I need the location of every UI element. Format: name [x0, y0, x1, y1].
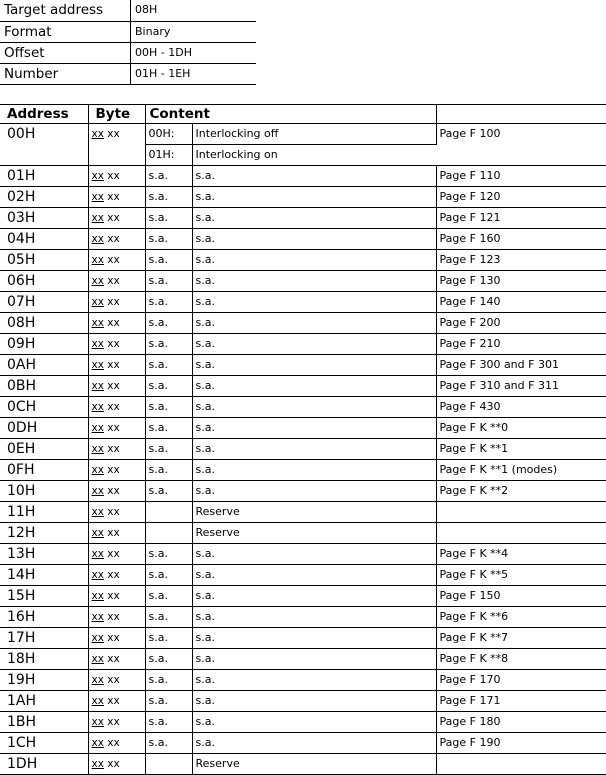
page-ref-cell: Page F 123 — [436, 250, 606, 271]
byte-cell — [88, 334, 145, 355]
byte-rest: xx — [103, 191, 120, 203]
address-cell: 06H — [0, 271, 88, 292]
sub-code-cell: s.a. — [145, 418, 192, 439]
address-cell: 18H — [0, 649, 88, 670]
sub-code-cell: s.a. — [145, 481, 192, 502]
byte-underlined: xx — [91, 653, 104, 665]
page-ref-cell: Page F 210 — [436, 334, 606, 355]
summary-row — [0, 43, 256, 64]
byte-underlined: xx — [91, 380, 104, 392]
summary-key: Number — [0, 64, 131, 85]
sub-code-cell: 00H: — [145, 124, 192, 145]
sub-code-cell: s.a. — [145, 208, 192, 229]
byte-rest: xx — [103, 170, 120, 182]
address-cell: 11H — [0, 502, 88, 523]
byte-underlined: xx — [91, 317, 104, 329]
byte-cell — [88, 460, 145, 481]
byte-rest: xx — [103, 548, 120, 560]
byte-rest: xx — [103, 506, 120, 518]
byte-cell — [88, 565, 145, 586]
sub-code-cell: s.a. — [145, 712, 192, 733]
table-row — [0, 313, 606, 334]
table-row — [0, 607, 606, 628]
header-content: Content — [145, 105, 436, 124]
sub-code-cell: s.a. — [145, 397, 192, 418]
page-ref-cell: Page F 100 — [436, 124, 606, 166]
page-ref-cell — [436, 502, 606, 523]
header-byte: Byte — [88, 105, 145, 124]
byte-rest: xx — [103, 233, 120, 245]
summary-row — [0, 22, 256, 43]
byte-cell — [88, 313, 145, 334]
byte-rest: xx — [103, 401, 120, 413]
header-address: Address — [0, 105, 88, 124]
table-row — [0, 355, 606, 376]
byte-rest: xx — [103, 275, 120, 287]
summary-row — [0, 0, 256, 22]
byte-cell — [88, 628, 145, 649]
byte-rest: xx — [103, 464, 120, 476]
description-cell: Reserve — [192, 523, 436, 544]
summary-value: Binary — [131, 22, 257, 43]
description-cell: s.a. — [192, 544, 436, 565]
byte-underlined: xx — [91, 296, 104, 308]
byte-rest: xx — [103, 569, 120, 581]
table-row — [0, 628, 606, 649]
sub-code-cell: s.a. — [145, 544, 192, 565]
description-cell: s.a. — [192, 208, 436, 229]
byte-underlined: xx — [91, 695, 104, 707]
description-cell: s.a. — [192, 481, 436, 502]
byte-underlined: xx — [91, 716, 104, 728]
page-ref-cell: Page F 300 and F 301 — [436, 355, 606, 376]
byte-underlined: xx — [91, 422, 104, 434]
byte-cell — [88, 607, 145, 628]
page-ref-cell: Page F 110 — [436, 166, 606, 187]
sub-code-cell — [145, 502, 192, 523]
sub-code-cell: s.a. — [145, 733, 192, 754]
byte-cell — [88, 502, 145, 523]
table-row — [0, 670, 606, 691]
byte-underlined: xx — [91, 464, 104, 476]
page-ref-cell: Page F 310 and F 311 — [436, 376, 606, 397]
address-cell: 0CH — [0, 397, 88, 418]
byte-cell — [88, 250, 145, 271]
page-ref-cell: Page F K **6 — [436, 607, 606, 628]
byte-cell — [88, 691, 145, 712]
table-row — [0, 586, 606, 607]
address-cell: 0EH — [0, 439, 88, 460]
address-cell: 1BH — [0, 712, 88, 733]
byte-underlined: xx — [91, 254, 104, 266]
description-cell: s.a. — [192, 460, 436, 481]
address-cell: 1DH — [0, 754, 88, 775]
byte-underlined: xx — [91, 338, 104, 350]
sub-code-cell: s.a. — [145, 355, 192, 376]
sub-code-cell: s.a. — [145, 628, 192, 649]
table-row — [0, 481, 606, 502]
description-cell: s.a. — [192, 397, 436, 418]
byte-cell — [88, 481, 145, 502]
byte-underlined: xx — [91, 485, 104, 497]
address-table — [0, 104, 606, 775]
description-cell: s.a. — [192, 733, 436, 754]
sub-code-cell: 01H: — [145, 145, 192, 166]
address-cell: 1AH — [0, 691, 88, 712]
table-row — [0, 292, 606, 313]
page-ref-cell: Page F 190 — [436, 733, 606, 754]
byte-rest: xx — [103, 443, 120, 455]
byte-rest: xx — [103, 380, 120, 392]
table-row — [0, 712, 606, 733]
byte-underlined: xx — [91, 128, 104, 140]
description-cell: s.a. — [192, 607, 436, 628]
description-cell: s.a. — [192, 355, 436, 376]
page-ref-cell: Page F 160 — [436, 229, 606, 250]
byte-underlined: xx — [91, 527, 104, 539]
table-row — [0, 544, 606, 565]
description-cell: s.a. — [192, 313, 436, 334]
byte-cell — [88, 670, 145, 691]
byte-underlined: xx — [91, 275, 104, 287]
byte-underlined: xx — [91, 548, 104, 560]
address-cell: 07H — [0, 292, 88, 313]
table-row — [0, 418, 606, 439]
page-ref-cell: Page F 120 — [436, 187, 606, 208]
byte-underlined: xx — [91, 674, 104, 686]
byte-underlined: xx — [91, 170, 104, 182]
address-cell: 19H — [0, 670, 88, 691]
address-cell: 0AH — [0, 355, 88, 376]
byte-underlined: xx — [91, 401, 104, 413]
byte-cell — [88, 208, 145, 229]
byte-underlined: xx — [91, 191, 104, 203]
sub-code-cell: s.a. — [145, 292, 192, 313]
address-cell: 12H — [0, 523, 88, 544]
summary-key: Target address — [0, 0, 131, 22]
byte-cell — [88, 649, 145, 670]
byte-underlined: xx — [91, 359, 104, 371]
byte-rest: xx — [103, 758, 120, 770]
address-cell: 08H — [0, 313, 88, 334]
description-cell: s.a. — [192, 334, 436, 355]
sub-code-cell: s.a. — [145, 187, 192, 208]
page-ref-cell: Page F K **8 — [436, 649, 606, 670]
header-page — [436, 105, 606, 124]
address-cell: 03H — [0, 208, 88, 229]
address-cell: 04H — [0, 229, 88, 250]
description-cell: Reserve — [192, 502, 436, 523]
page-ref-cell: Page F K **5 — [436, 565, 606, 586]
byte-underlined: xx — [91, 758, 104, 770]
page-ref-cell: Page F K **2 — [436, 481, 606, 502]
page-ref-cell: Page F 121 — [436, 208, 606, 229]
byte-cell — [88, 439, 145, 460]
description-cell: s.a. — [192, 565, 436, 586]
byte-underlined: xx — [91, 443, 104, 455]
table-row — [0, 271, 606, 292]
description-cell: s.a. — [192, 712, 436, 733]
address-cell: 0FH — [0, 460, 88, 481]
page-ref-cell: Page F 150 — [436, 586, 606, 607]
byte-underlined: xx — [91, 737, 104, 749]
byte-rest: xx — [103, 128, 120, 140]
page-ref-cell — [436, 523, 606, 544]
byte-underlined: xx — [91, 632, 104, 644]
sub-code-cell: s.a. — [145, 166, 192, 187]
sub-code-cell — [145, 754, 192, 775]
address-cell: 09H — [0, 334, 88, 355]
page-ref-cell: Page F K **1 — [436, 439, 606, 460]
description-cell: s.a. — [192, 292, 436, 313]
description-cell: s.a. — [192, 439, 436, 460]
description-cell: Reserve — [192, 754, 436, 775]
byte-cell — [88, 229, 145, 250]
byte-rest: xx — [103, 359, 120, 371]
byte-rest: xx — [103, 632, 120, 644]
sub-code-cell: s.a. — [145, 607, 192, 628]
page-ref-cell — [436, 754, 606, 775]
table-row — [0, 733, 606, 754]
byte-cell — [88, 733, 145, 754]
page-ref-cell: Page F 171 — [436, 691, 606, 712]
sub-code-cell: s.a. — [145, 586, 192, 607]
table-row — [0, 334, 606, 355]
description-cell: s.a. — [192, 229, 436, 250]
address-cell: 1CH — [0, 733, 88, 754]
sub-code-cell: s.a. — [145, 250, 192, 271]
description-cell: s.a. — [192, 649, 436, 670]
byte-cell — [88, 397, 145, 418]
address-cell: 01H — [0, 166, 88, 187]
address-cell: 17H — [0, 628, 88, 649]
address-cell: 10H — [0, 481, 88, 502]
table-row — [0, 523, 606, 544]
address-cell: 15H — [0, 586, 88, 607]
table-row — [0, 208, 606, 229]
byte-cell — [88, 712, 145, 733]
byte-rest: xx — [103, 611, 120, 623]
description-cell: s.a. — [192, 670, 436, 691]
address-cell: 05H — [0, 250, 88, 271]
table-row — [0, 502, 606, 523]
description-cell: s.a. — [192, 691, 436, 712]
page-ref-cell: Page F K **0 — [436, 418, 606, 439]
sub-code-cell: s.a. — [145, 334, 192, 355]
byte-underlined: xx — [91, 506, 104, 518]
page-ref-cell: Page F 130 — [436, 271, 606, 292]
table-row — [0, 376, 606, 397]
byte-cell — [88, 418, 145, 439]
description-cell: Interlocking off — [192, 124, 436, 145]
summary-key: Format — [0, 22, 131, 43]
description-cell: Interlocking on — [192, 145, 436, 166]
page-ref-cell: Page F K **1 (modes) — [436, 460, 606, 481]
page-ref-cell: Page F K **4 — [436, 544, 606, 565]
table-header-row — [0, 105, 606, 124]
summary-row — [0, 64, 256, 85]
description-cell: s.a. — [192, 250, 436, 271]
byte-rest: xx — [103, 737, 120, 749]
byte-cell — [88, 355, 145, 376]
byte-rest: xx — [103, 296, 120, 308]
summary-value: 08H — [131, 0, 257, 22]
table-row — [0, 460, 606, 481]
byte-cell — [88, 376, 145, 397]
sub-code-cell: s.a. — [145, 313, 192, 334]
byte-cell — [88, 292, 145, 313]
description-cell: s.a. — [192, 586, 436, 607]
sub-code-cell: s.a. — [145, 670, 192, 691]
address-cell: 16H — [0, 607, 88, 628]
page-ref-cell: Page F 430 — [436, 397, 606, 418]
byte-cell — [88, 271, 145, 292]
table-row — [0, 250, 606, 271]
byte-underlined: xx — [91, 611, 104, 623]
byte-cell — [88, 124, 145, 166]
byte-cell — [88, 187, 145, 208]
byte-rest: xx — [103, 590, 120, 602]
description-cell: s.a. — [192, 271, 436, 292]
description-cell: s.a. — [192, 376, 436, 397]
byte-rest: xx — [103, 485, 120, 497]
page-ref-cell: Page F 140 — [436, 292, 606, 313]
sub-code-cell: s.a. — [145, 565, 192, 586]
table-row — [0, 649, 606, 670]
summary-value: 00H - 1DH — [131, 43, 257, 64]
page-ref-cell: Page F K **7 — [436, 628, 606, 649]
address-cell: 0DH — [0, 418, 88, 439]
sub-code-cell — [145, 523, 192, 544]
table-row — [0, 166, 606, 187]
byte-rest: xx — [103, 695, 120, 707]
address-cell: 14H — [0, 565, 88, 586]
byte-rest: xx — [103, 254, 120, 266]
byte-rest: xx — [103, 422, 120, 434]
byte-rest: xx — [103, 212, 120, 224]
table-row — [0, 754, 606, 775]
address-cell: 02H — [0, 187, 88, 208]
description-cell: s.a. — [192, 418, 436, 439]
byte-cell — [88, 523, 145, 544]
byte-cell — [88, 544, 145, 565]
byte-rest: xx — [103, 317, 120, 329]
table-row — [0, 691, 606, 712]
table-row — [0, 439, 606, 460]
table-row — [0, 397, 606, 418]
byte-cell — [88, 586, 145, 607]
table-row — [0, 124, 606, 145]
description-cell: s.a. — [192, 187, 436, 208]
byte-cell — [88, 754, 145, 775]
byte-underlined: xx — [91, 212, 104, 224]
address-cell: 0BH — [0, 376, 88, 397]
byte-underlined: xx — [91, 233, 104, 245]
sub-code-cell: s.a. — [145, 376, 192, 397]
byte-rest: xx — [103, 527, 120, 539]
byte-rest: xx — [103, 653, 120, 665]
page-ref-cell: Page F 180 — [436, 712, 606, 733]
summary-key: Offset — [0, 43, 131, 64]
table-row — [0, 187, 606, 208]
sub-code-cell: s.a. — [145, 460, 192, 481]
sub-code-cell: s.a. — [145, 649, 192, 670]
sub-code-cell: s.a. — [145, 229, 192, 250]
byte-rest: xx — [103, 716, 120, 728]
summary-table — [0, 0, 256, 85]
byte-cell — [88, 166, 145, 187]
table-row — [0, 229, 606, 250]
address-cell: 00H — [0, 124, 88, 166]
description-cell: s.a. — [192, 628, 436, 649]
address-cell: 13H — [0, 544, 88, 565]
sub-code-cell: s.a. — [145, 691, 192, 712]
description-cell: s.a. — [192, 166, 436, 187]
sub-code-cell: s.a. — [145, 439, 192, 460]
page-ref-cell: Page F 170 — [436, 670, 606, 691]
sub-code-cell: s.a. — [145, 271, 192, 292]
byte-underlined: xx — [91, 590, 104, 602]
table-row — [0, 565, 606, 586]
byte-rest: xx — [103, 674, 120, 686]
page-ref-cell: Page F 200 — [436, 313, 606, 334]
byte-underlined: xx — [91, 569, 104, 581]
summary-value: 01H - 1EH — [131, 64, 257, 85]
byte-rest: xx — [103, 338, 120, 350]
